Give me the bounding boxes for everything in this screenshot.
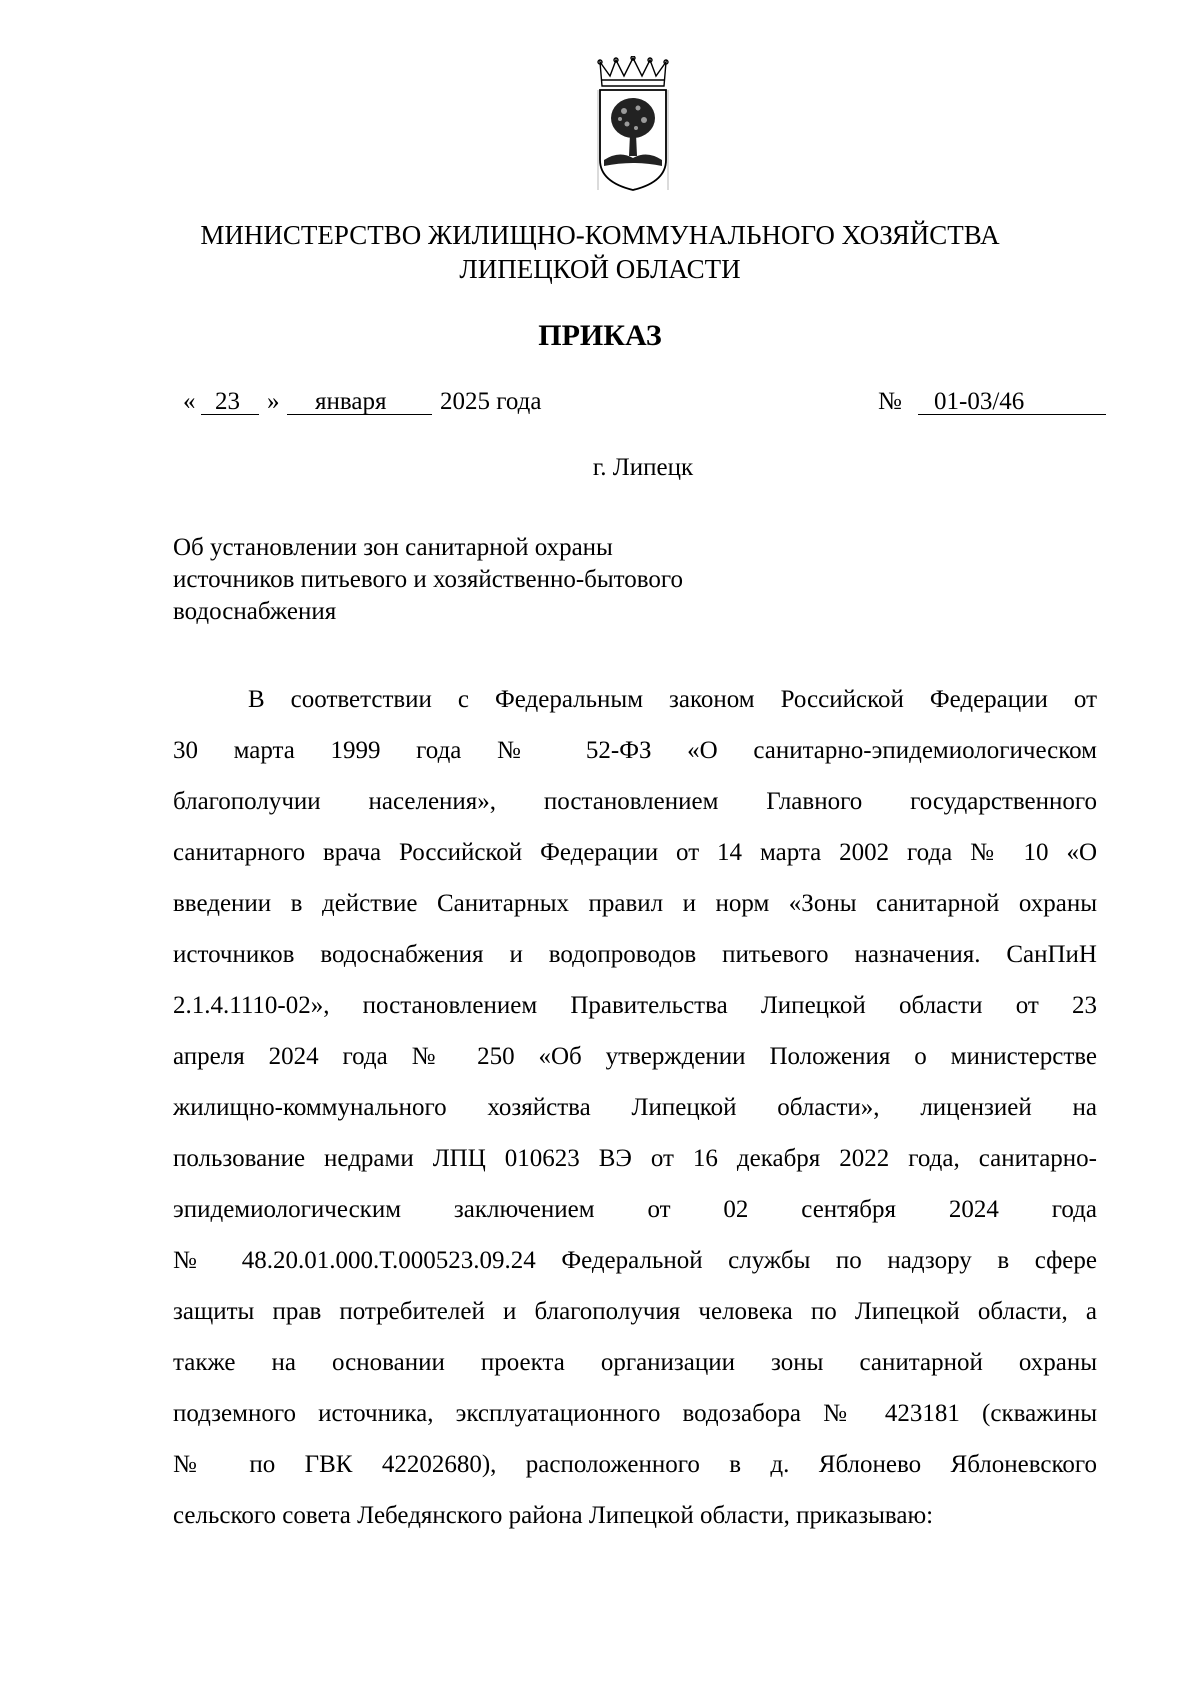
body-line: санитарного врача Российской Федерации от 14 марта 2002 года № 10 «О — [173, 839, 1097, 866]
body-line: 30 марта 1999 года № 52-ФЗ «О санитарно-эпидемиологическом — [173, 737, 1097, 764]
date-day: 23 — [215, 388, 240, 415]
order-subject — [173, 532, 793, 628]
body-line: № 48.20.01.000.Т.000523.09.24 Федеральной службы по надзору в сфере — [173, 1247, 1097, 1274]
body-line: благополучии населения», постановлением Главного государственного — [173, 788, 1097, 815]
ministry-name-line1: МИНИСТЕРСТВО ЖИЛИЩНО-КОММУНАЛЬНОГО ХОЗЯЙСТВА — [200, 220, 1000, 250]
number-sign: № — [878, 388, 902, 415]
order-number: 01-03/46 — [934, 388, 1025, 415]
city-name: г. Липецк — [592, 454, 694, 481]
body-line: жилищно-коммунального хозяйства Липецкой области», лицензией на — [173, 1094, 1097, 1121]
date-open-quote: « — [183, 388, 196, 415]
body-line: эпидемиологическим заключением от 02 сентября 2024 года — [173, 1196, 1097, 1223]
body-line: В соответствии с Федеральным законом Российской Федерации от — [248, 686, 1097, 713]
subject-line: водоснабжения — [173, 598, 337, 625]
coat-of-arms-emblem — [594, 56, 672, 196]
subject-line: Об установлении зон санитарной охраны — [173, 534, 613, 561]
body-line: также на основании проекта организации зоны санитарной охраны — [173, 1349, 1097, 1376]
date-month-underline — [287, 414, 432, 415]
date-close-quote: » — [267, 388, 280, 415]
subject-line: источников питьевого и хозяйственно-бытового — [173, 566, 684, 593]
body-line: источников водоснабжения и водопроводов питьевого назначения. СанПиН — [173, 941, 1097, 968]
body-line: 2.1.4.1110-02», постановлением Правительства Липецкой области от 23 — [173, 992, 1097, 1019]
body-line: № по ГВК 42202680), расположенного в д. Яблонево Яблоневского — [173, 1451, 1097, 1478]
date-day-underline — [201, 414, 259, 415]
body-line: пользование недрами ЛПЦ 010623 ВЭ от 16 декабря 2022 года, санитарно- — [173, 1145, 1097, 1172]
order-body-paragraph — [173, 674, 1097, 1541]
date-month: января — [315, 388, 387, 415]
body-line: апреля 2024 года № 250 «Об утверждении Положения о министерстве — [173, 1043, 1097, 1070]
body-line: защиты прав потребителей и благополучия человека по Липецкой области, а — [173, 1298, 1097, 1325]
date-number-row — [0, 385, 1200, 419]
date-year: 2025 года — [440, 388, 542, 415]
body-line: сельского совета Лебедянского района Липецкой области, приказываю: — [173, 1502, 934, 1529]
order-number-underline — [918, 414, 1106, 415]
document-type-title: ПРИКАЗ — [538, 319, 662, 352]
body-line: введении в действие Санитарных правил и норм «Зоны санитарной охраны — [173, 890, 1097, 917]
ministry-name-line2: ЛИПЕЦКОЙ ОБЛАСТИ — [459, 254, 741, 284]
body-line: подземного источника, эксплуатационного водозабора № 423181 (скважины — [173, 1400, 1097, 1427]
